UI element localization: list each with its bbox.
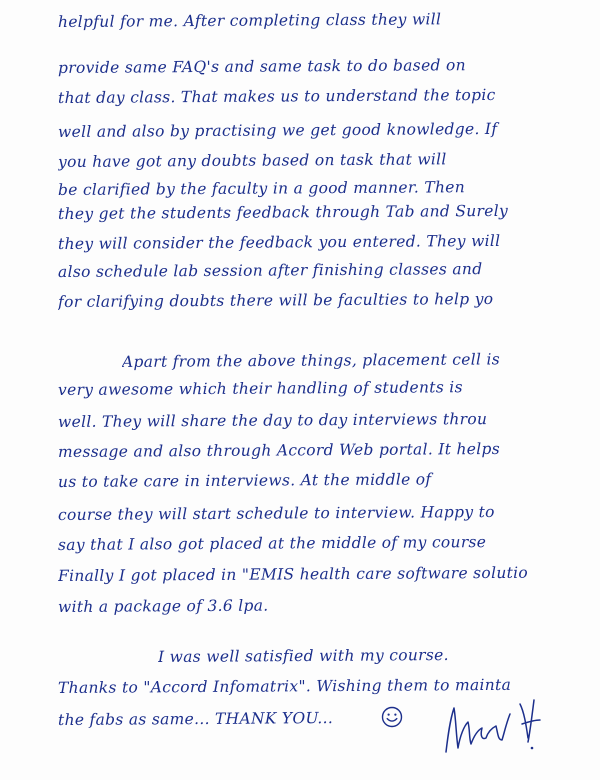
text-line-6: be clarified by the faculty in a good manner. Then [57,178,466,199]
text-line-17: say that I also got placed at the middle of my course [57,533,487,554]
text-line-11: Apart from the above things, placement cell is [121,350,501,371]
text-line-12: very awesome which their handling of students is [57,378,463,399]
text-line-9: also schedule lab session after finishing classes and [57,260,483,281]
text-line-5: you have got any doubts based on task that will [57,150,447,171]
text-line-14: message and also through Accord Web portal. It helps [57,439,501,461]
text-line-3: that day class. That makes us to understand the topic [57,85,496,107]
text-line-1: helpful for me. After completing class they will [57,10,442,31]
handwritten-signature [438,690,558,762]
text-line-2: provide same FAQ's and same task to do based on [57,56,466,77]
text-line-13: well. They will share the day to day interviews throu [57,410,488,431]
text-line-8: they will consider the feedback you entered. They will [57,231,501,253]
text-line-21: Thanks to "Accord Infomatrix". Wishing them to mainta [57,675,512,697]
text-line-20: I was well satisfied with my course. [157,645,449,666]
text-line-18: Finally I got placed in "EMIS health care software solutio [57,563,529,585]
text-line-15: us to take care in interviews. At the middle of [57,470,432,491]
text-line-7: they get the students feedback through Tab and Surely [57,201,509,223]
text-line-10: for clarifying doubts there will be faculties to help yo [57,289,494,311]
text-line-16: course they will start schedule to interview. Happy to [57,502,495,524]
text-line-22: the fabs as same... THANK YOU... [57,709,334,729]
text-line-4: well and also by practising we get good knowledge. If [57,119,498,141]
smiley-face-icon [381,706,403,728]
text-line-19: with a package of 3.6 lpa. [57,596,269,616]
